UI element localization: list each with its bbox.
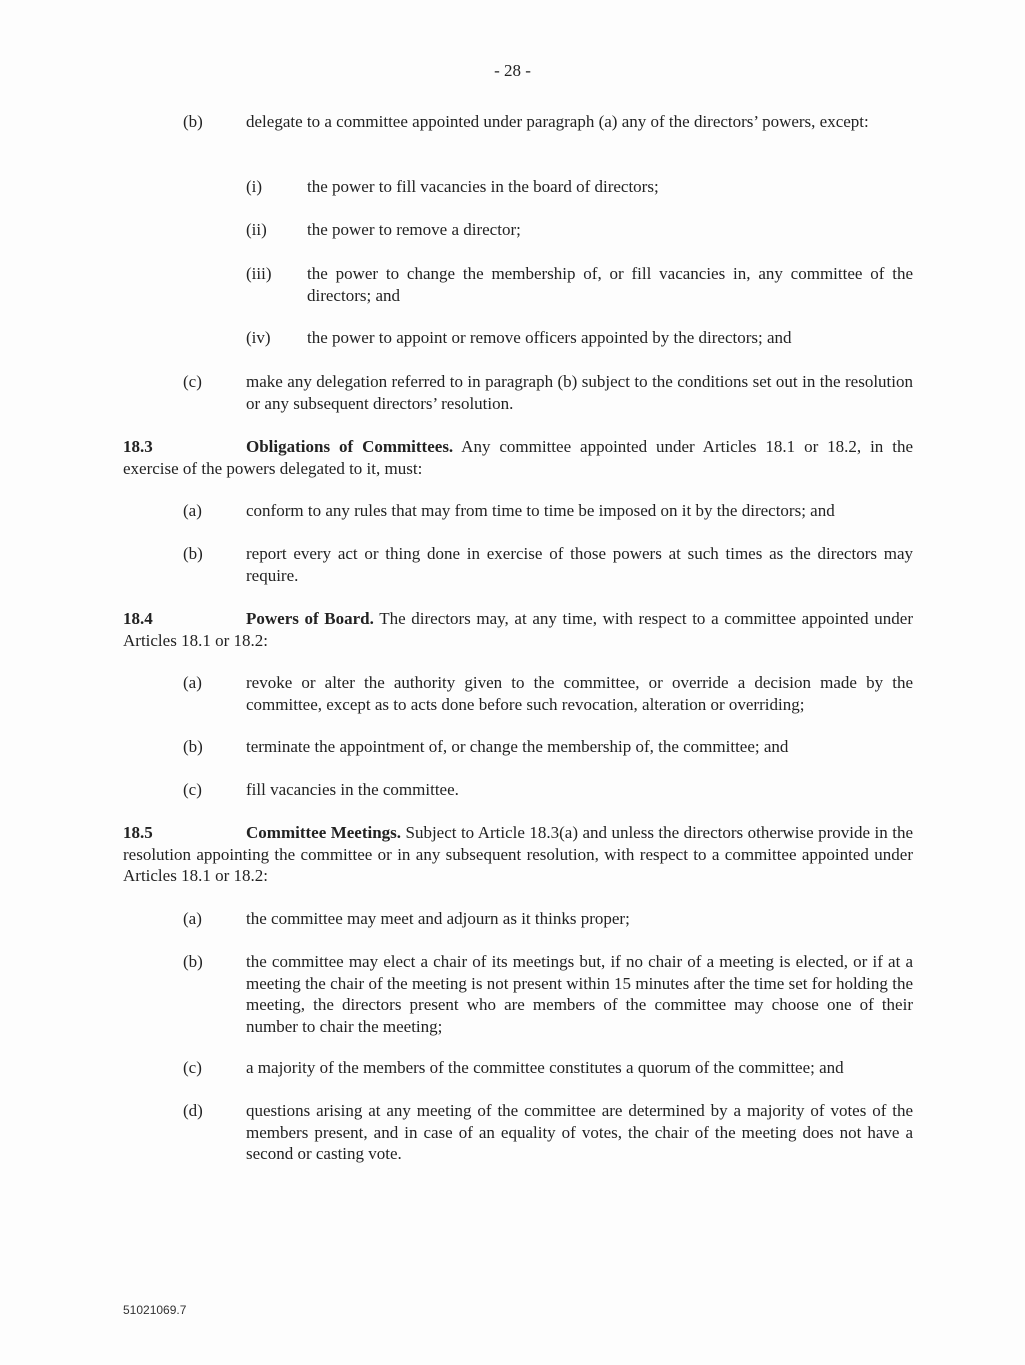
section-title: Committee Meetings. — [246, 823, 402, 842]
item-text: report every act or thing done in exercise of those powers at such times as the directors may require. — [246, 544, 913, 585]
section-text: Any committee appointed under Articles 18.1 or 18.2, in the exercise of the powers delegated to it, must: — [123, 437, 913, 478]
item-label: (a) — [183, 501, 202, 520]
item-text: revoke or alter the authority given to the committee, or override a decision made by the committee, except as to acts done before such revocation, alteration or overriding; — [246, 673, 913, 714]
item-label: (a) — [183, 909, 202, 928]
item-label: (a) — [183, 673, 202, 692]
item-text: the power to remove a director; — [307, 220, 521, 239]
section-title: Powers of Board. — [246, 609, 374, 628]
section-18-4 — [123, 608, 913, 651]
item-label: (b) — [183, 952, 203, 971]
item-label: (c) — [183, 372, 202, 391]
section-text: The directors may, at any time, with respect to a committee appointed under Articles 18.1 or 18.2: — [123, 609, 913, 650]
section-text: Subject to Article 18.3(a) and unless the directors otherwise provide in the resolution appointing the committee or in any subsequent resolution, with respect to a committee appointed under Articles 18.1 or 18.2: — [123, 823, 913, 885]
item-label: (iii) — [246, 264, 272, 283]
section-heading — [123, 436, 913, 479]
item-label: (b) — [183, 737, 203, 756]
section-heading — [123, 822, 913, 887]
item-label: (iv) — [246, 328, 271, 347]
section-number: 18.3 — [123, 437, 153, 456]
section-number: 18.5 — [123, 823, 153, 842]
section-title: Obligations of Committees. — [246, 437, 454, 456]
document-id: 51021069.7 — [123, 1303, 187, 1317]
section-18-5 — [123, 822, 913, 887]
item-text: conform to any rules that may from time to time be imposed on it by the directors; and — [246, 501, 835, 520]
section-number: 18.4 — [123, 609, 153, 628]
item-text: the committee may meet and adjourn as it thinks proper; — [246, 909, 630, 928]
item-label: (b) — [183, 544, 203, 563]
item-label: (d) — [183, 1101, 203, 1120]
item-text: questions arising at any meeting of the committee are determined by a majority of votes of the members present, and in case of an equality of votes, the chair of the meeting does not have a second or casting vote. — [246, 1101, 913, 1163]
section-18-3 — [123, 436, 913, 479]
item-text: delegate to a committee appointed under paragraph (a) any of the directors’ powers, except: — [246, 112, 869, 131]
item-label: (ii) — [246, 220, 267, 239]
item-text: a majority of the members of the committee constitutes a quorum of the committee; and — [246, 1058, 844, 1077]
item-text: the committee may elect a chair of its meetings but, if no chair of a meeting is elected, or if at a meeting the chair of the meeting is not present within 15 minutes after the time set for holding the meeting, the directors present who are members of the committee may choose one of their number to chair the meeting; — [246, 952, 913, 1036]
item-label: (c) — [183, 780, 202, 799]
item-label: (i) — [246, 177, 263, 196]
item-text: fill vacancies in the committee. — [246, 780, 459, 799]
section-heading — [123, 608, 913, 651]
item-text: the power to fill vacancies in the board of directors; — [307, 177, 659, 196]
item-label: (b) — [183, 112, 203, 131]
item-text: terminate the appointment of, or change the membership of, the committee; and — [246, 737, 789, 756]
item-label: (c) — [183, 1058, 202, 1077]
item-text: the power to appoint or remove officers appointed by the directors; and — [307, 328, 792, 347]
item-text: make any delegation referred to in paragraph (b) subject to the conditions set out in the resolution or any subsequent directors’ resolution. — [246, 372, 913, 413]
page-number: - 28 - — [494, 61, 531, 80]
item-text: the power to change the membership of, or fill vacancies in, any committee of the directors; and — [307, 264, 913, 305]
